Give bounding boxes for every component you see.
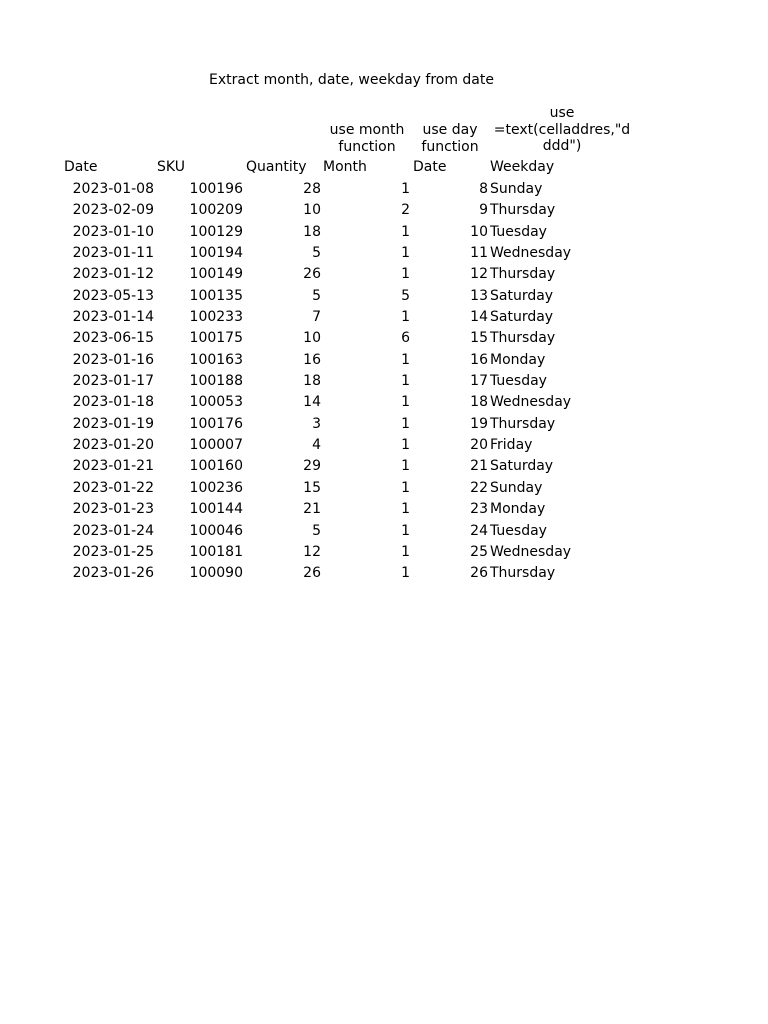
cell-month: 1 <box>401 458 410 475</box>
cell-weekday: Sunday <box>490 181 543 197</box>
header-date: Date <box>64 159 98 175</box>
cell-sku: 100236 <box>189 479 243 496</box>
cell-quantity: 18 <box>303 373 321 390</box>
cell-date: 2023-01-26 <box>72 565 154 582</box>
cell-month: 1 <box>401 479 410 496</box>
table-row <box>0 201 768 222</box>
cell-day: 16 <box>470 351 488 368</box>
note-month-function: use month function <box>329 122 405 155</box>
cell-day: 8 <box>479 181 488 197</box>
table-row <box>0 308 768 329</box>
cell-quantity: 14 <box>303 394 321 411</box>
cell-weekday: Thursday <box>490 202 556 219</box>
cell-weekday: Saturday <box>490 287 554 304</box>
cell-month: 2 <box>401 202 410 219</box>
table-row <box>0 415 768 436</box>
note-day-function: use day function <box>421 122 479 155</box>
cell-quantity: 18 <box>303 223 321 240</box>
cell-date: 2023-01-11 <box>72 245 154 262</box>
cell-quantity: 4 <box>312 437 321 454</box>
cell-quantity: 10 <box>303 330 321 347</box>
cell-sku: 100144 <box>189 501 243 518</box>
cell-month: 1 <box>401 437 410 454</box>
cell-sku: 100007 <box>189 437 243 454</box>
cell-quantity: 16 <box>303 351 321 368</box>
cell-date: 2023-01-16 <box>72 351 154 368</box>
cell-date: 2023-06-15 <box>72 330 154 347</box>
cell-day: 13 <box>470 287 488 304</box>
cell-month: 1 <box>401 181 410 197</box>
cell-date: 2023-01-21 <box>72 458 154 475</box>
cell-month: 1 <box>401 351 410 368</box>
cell-weekday: Thursday <box>490 266 556 283</box>
cell-quantity: 5 <box>312 245 321 262</box>
table-row <box>0 393 768 414</box>
cell-sku: 100175 <box>189 330 243 347</box>
cell-weekday: Tuesday <box>490 522 547 539</box>
table-row <box>0 564 768 585</box>
cell-date: 2023-01-24 <box>72 522 154 539</box>
cell-weekday: Wednesday <box>490 245 572 262</box>
cell-quantity: 21 <box>303 501 321 518</box>
sheet-title: Extract month, date, weekday from date <box>209 72 494 88</box>
cell-date: 2023-01-20 <box>72 437 154 454</box>
cell-month: 1 <box>401 223 410 240</box>
cell-weekday: Monday <box>490 351 546 368</box>
table-row <box>0 457 768 478</box>
cell-date: 2023-01-23 <box>72 501 154 518</box>
cell-sku: 100160 <box>189 458 243 475</box>
cell-weekday: Wednesday <box>490 394 572 411</box>
cell-quantity: 28 <box>303 181 321 197</box>
cell-date: 2023-01-17 <box>72 373 154 390</box>
cell-date: 2023-01-25 <box>72 543 154 560</box>
cell-day: 15 <box>470 330 488 347</box>
cell-month: 6 <box>401 330 410 347</box>
cell-sku: 100053 <box>189 394 243 411</box>
cell-date: 2023-02-09 <box>72 202 154 219</box>
table-row <box>0 287 768 308</box>
cell-date: 2023-05-13 <box>72 287 154 304</box>
table-row <box>0 329 768 350</box>
table-row <box>0 244 768 265</box>
cell-quantity: 5 <box>312 522 321 539</box>
header-quantity: Quantity <box>246 159 307 175</box>
cell-weekday: Tuesday <box>490 223 547 240</box>
cell-sku: 100194 <box>189 245 243 262</box>
cell-weekday: Sunday <box>490 479 543 496</box>
cell-quantity: 26 <box>303 266 321 283</box>
cell-date: 2023-01-12 <box>72 266 154 283</box>
cell-day: 21 <box>470 458 488 475</box>
table-row <box>0 223 768 244</box>
table-row <box>0 436 768 457</box>
cell-weekday: Thursday <box>490 330 556 347</box>
note-text-function: use =text(celladdres,"d ddd") <box>493 105 631 154</box>
cell-month: 1 <box>401 501 410 518</box>
table-row <box>0 500 768 521</box>
cell-day: 18 <box>470 394 488 411</box>
cell-quantity: 26 <box>303 565 321 582</box>
cell-day: 9 <box>479 202 488 219</box>
cell-sku: 100046 <box>189 522 243 539</box>
table-row <box>0 479 768 500</box>
cell-date: 2023-01-18 <box>72 394 154 411</box>
cell-date: 2023-01-22 <box>72 479 154 496</box>
cell-sku: 100176 <box>189 415 243 432</box>
cell-sku: 100188 <box>189 373 243 390</box>
cell-month: 1 <box>401 245 410 262</box>
cell-sku: 100129 <box>189 223 243 240</box>
cell-date: 2023-01-08 <box>72 181 154 197</box>
cell-weekday: Wednesday <box>490 543 572 560</box>
table-row <box>0 351 768 372</box>
header-sku: SKU <box>157 159 185 175</box>
table-row <box>0 180 768 201</box>
table-row <box>0 265 768 286</box>
cell-quantity: 10 <box>303 202 321 219</box>
cell-sku: 100181 <box>189 543 243 560</box>
cell-day: 17 <box>470 373 488 390</box>
header-month: Month <box>323 159 367 175</box>
cell-sku: 100163 <box>189 351 243 368</box>
cell-month: 1 <box>401 522 410 539</box>
table-row <box>0 543 768 564</box>
cell-month: 1 <box>401 543 410 560</box>
cell-date: 2023-01-19 <box>72 415 154 432</box>
cell-sku: 100209 <box>189 202 243 219</box>
table-row <box>0 372 768 393</box>
cell-weekday: Saturday <box>490 458 554 475</box>
cell-day: 14 <box>470 309 488 326</box>
cell-quantity: 29 <box>303 458 321 475</box>
cell-date: 2023-01-10 <box>72 223 154 240</box>
cell-day: 20 <box>470 437 488 454</box>
cell-date: 2023-01-14 <box>72 309 154 326</box>
cell-month: 1 <box>401 565 410 582</box>
cell-day: 26 <box>470 565 488 582</box>
cell-quantity: 12 <box>303 543 321 560</box>
cell-day: 19 <box>470 415 488 432</box>
cell-sku: 100149 <box>189 266 243 283</box>
header-day: Date <box>413 159 447 175</box>
cell-quantity: 5 <box>312 287 321 304</box>
cell-quantity: 3 <box>312 415 321 432</box>
cell-day: 25 <box>470 543 488 560</box>
cell-quantity: 7 <box>312 309 321 326</box>
cell-quantity: 15 <box>303 479 321 496</box>
table-row <box>0 522 768 543</box>
cell-sku: 100196 <box>189 181 243 197</box>
header-weekday: Weekday <box>490 159 555 175</box>
cell-month: 1 <box>401 266 410 283</box>
cell-day: 23 <box>470 501 488 518</box>
cell-month: 1 <box>401 309 410 326</box>
cell-sku: 100090 <box>189 565 243 582</box>
data-rows <box>0 180 768 586</box>
cell-weekday: Thursday <box>490 565 556 582</box>
cell-day: 11 <box>470 245 488 262</box>
cell-month: 1 <box>401 415 410 432</box>
cell-month: 1 <box>401 373 410 390</box>
cell-day: 22 <box>470 479 488 496</box>
cell-month: 1 <box>401 394 410 411</box>
cell-sku: 100233 <box>189 309 243 326</box>
cell-weekday: Monday <box>490 501 546 518</box>
cell-weekday: Friday <box>490 437 533 454</box>
cell-month: 5 <box>401 287 410 304</box>
cell-day: 12 <box>470 266 488 283</box>
cell-sku: 100135 <box>189 287 243 304</box>
cell-weekday: Saturday <box>490 309 554 326</box>
cell-weekday: Tuesday <box>490 373 547 390</box>
cell-weekday: Thursday <box>490 415 556 432</box>
cell-day: 10 <box>470 223 488 240</box>
cell-day: 24 <box>470 522 488 539</box>
